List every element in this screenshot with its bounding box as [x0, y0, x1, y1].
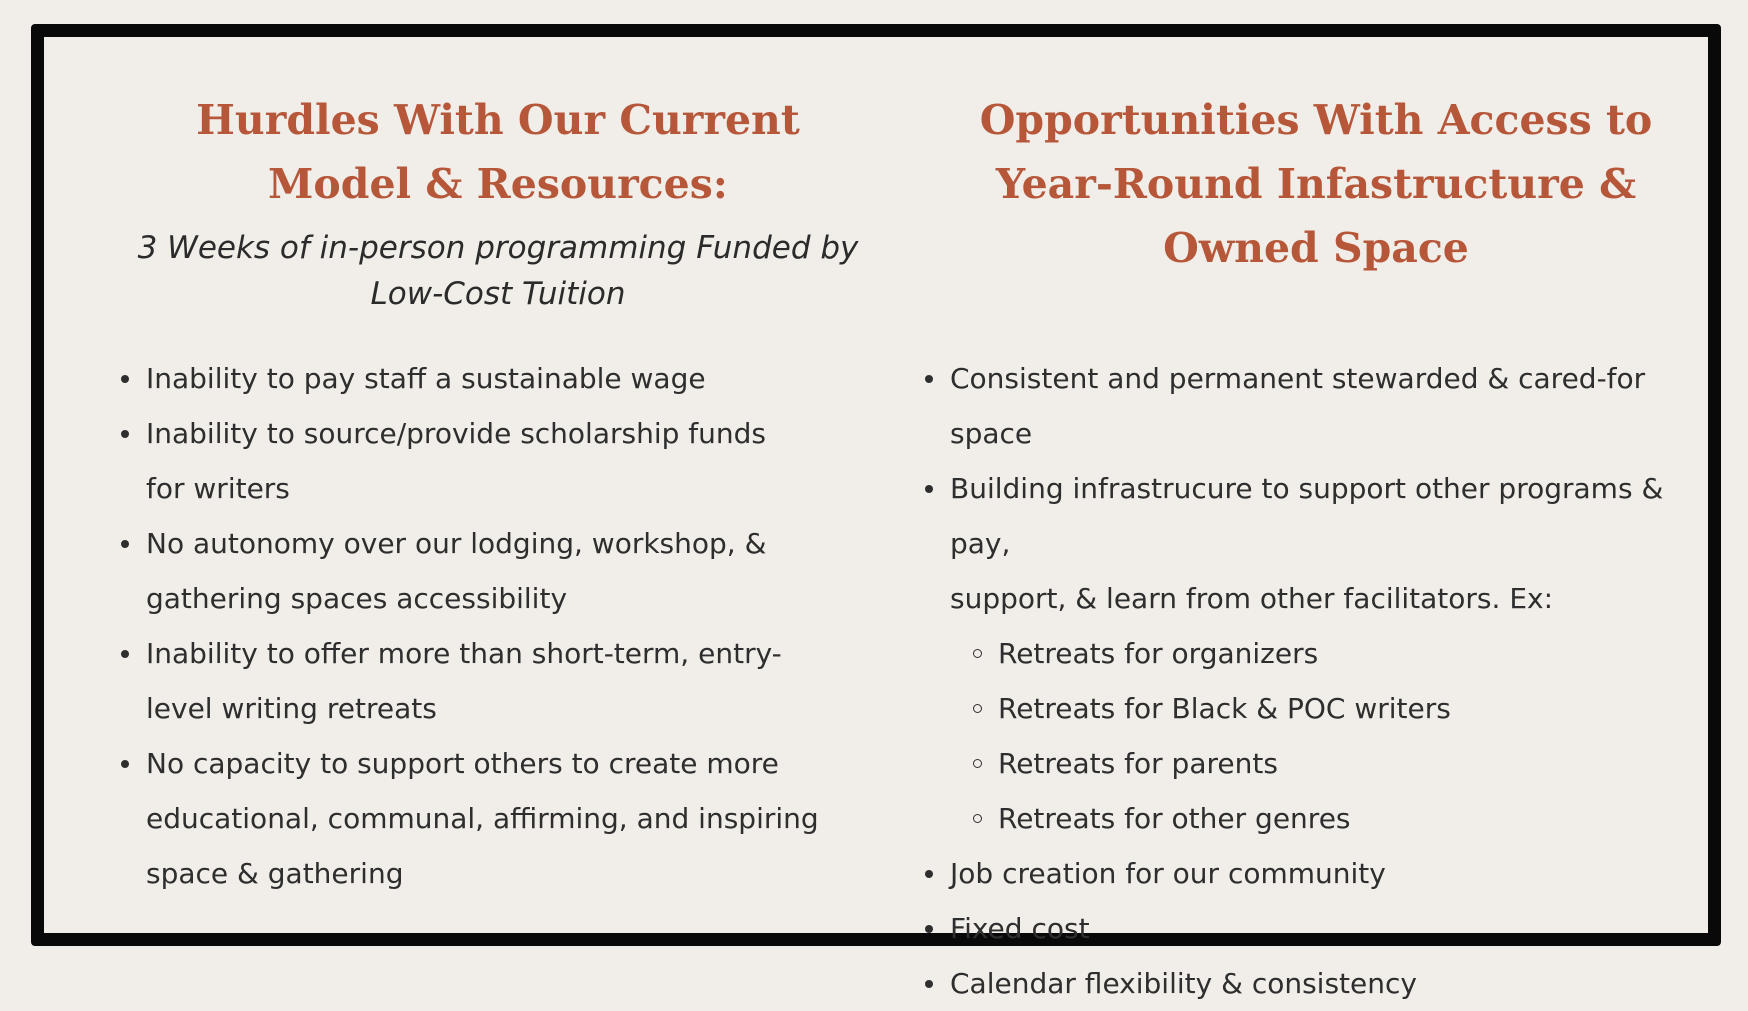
hurdles-list-item	[146, 736, 846, 901]
bullet-icon	[121, 650, 129, 658]
sub-item-text: Retreats for Black & POC writers	[998, 692, 1451, 725]
bullet-icon	[925, 925, 933, 933]
hurdles-subtitle	[84, 225, 912, 317]
opportunities-list-item	[950, 461, 1710, 846]
list-item-text: Calendar flexibility & consistency	[950, 967, 1417, 1000]
list-item-text: No capacity to support others to create more	[146, 747, 779, 780]
hurdles-subtitle-line2: Low-Cost Tuition	[370, 276, 626, 312]
sub-item-text: Retreats for organizers	[998, 637, 1319, 670]
list-item-text: gathering spaces accessibility	[146, 582, 568, 615]
list-item-text: No autonomy over our lodging, workshop, &	[146, 527, 767, 560]
circle-bullet-icon	[973, 704, 982, 713]
retreat-example-item	[998, 681, 1710, 736]
bullet-icon	[121, 540, 129, 548]
hurdles-list-item	[146, 516, 846, 626]
opportunities-list-item	[950, 351, 1710, 461]
bullet-icon	[925, 980, 933, 988]
list-item-text: Consistent and permanent stewarded & cared-for	[950, 362, 1646, 395]
bullet-icon	[925, 870, 933, 878]
hurdles-heading	[84, 88, 912, 216]
opportunities-list-item	[950, 901, 1710, 956]
circle-bullet-icon	[973, 759, 982, 768]
opportunities-heading-line3: Owned Space	[1163, 224, 1469, 272]
list-item-text: Job creation for our community	[950, 857, 1386, 890]
hurdles-list-item	[146, 626, 846, 736]
opportunities-heading-line2: Year-Round Infastructure &	[995, 160, 1637, 208]
list-item-text: support, & learn from other facilitators. Ex:	[950, 582, 1554, 615]
retreat-example-item	[998, 791, 1710, 846]
retreat-examples-list	[950, 626, 1710, 846]
hurdles-heading-line2: Model & Resources:	[268, 160, 728, 208]
list-item-text: space & gathering	[146, 857, 404, 890]
hurdles-list	[146, 351, 846, 901]
hurdles-heading-line1: Hurdles With Our Current	[196, 96, 800, 144]
circle-bullet-icon	[973, 649, 982, 658]
hurdles-list-item	[146, 351, 846, 406]
list-item-text: educational, communal, affirming, and inspiring	[146, 802, 819, 835]
list-item-text: Inability to pay staff a sustainable wage	[146, 362, 706, 395]
list-item-text: for writers	[146, 472, 290, 505]
bullet-icon	[925, 375, 933, 383]
bullet-icon	[925, 485, 933, 493]
circle-bullet-icon	[973, 814, 982, 823]
hurdles-list-item	[146, 406, 846, 516]
slide-frame	[31, 24, 1721, 1000]
opportunities-heading	[926, 88, 1706, 280]
list-item-text: level writing retreats	[146, 692, 437, 725]
bullet-icon	[121, 760, 129, 768]
opportunities-heading-line1: Opportunities With Access to	[979, 96, 1653, 144]
list-item-text: Inability to offer more than short-term, entry-	[146, 637, 782, 670]
retreat-example-item	[998, 626, 1710, 681]
opportunities-list-item	[950, 956, 1710, 1011]
bullet-icon	[121, 375, 129, 383]
sub-item-text: Retreats for other genres	[998, 802, 1351, 835]
sub-item-text: Retreats for parents	[998, 747, 1278, 780]
list-item-text: space	[950, 417, 1033, 450]
list-item-text: Fixed cost	[950, 912, 1090, 945]
opportunities-list	[950, 351, 1710, 1011]
bullet-icon	[121, 430, 129, 438]
list-item-text: Building infrastrucure to support other programs & pay,	[950, 472, 1664, 560]
retreat-example-item	[998, 736, 1710, 791]
hurdles-subtitle-line1: 3 Weeks of in-person programming Funded by	[137, 230, 859, 266]
list-item-text: Inability to source/provide scholarship funds	[146, 417, 767, 450]
opportunities-list-item	[950, 846, 1710, 901]
